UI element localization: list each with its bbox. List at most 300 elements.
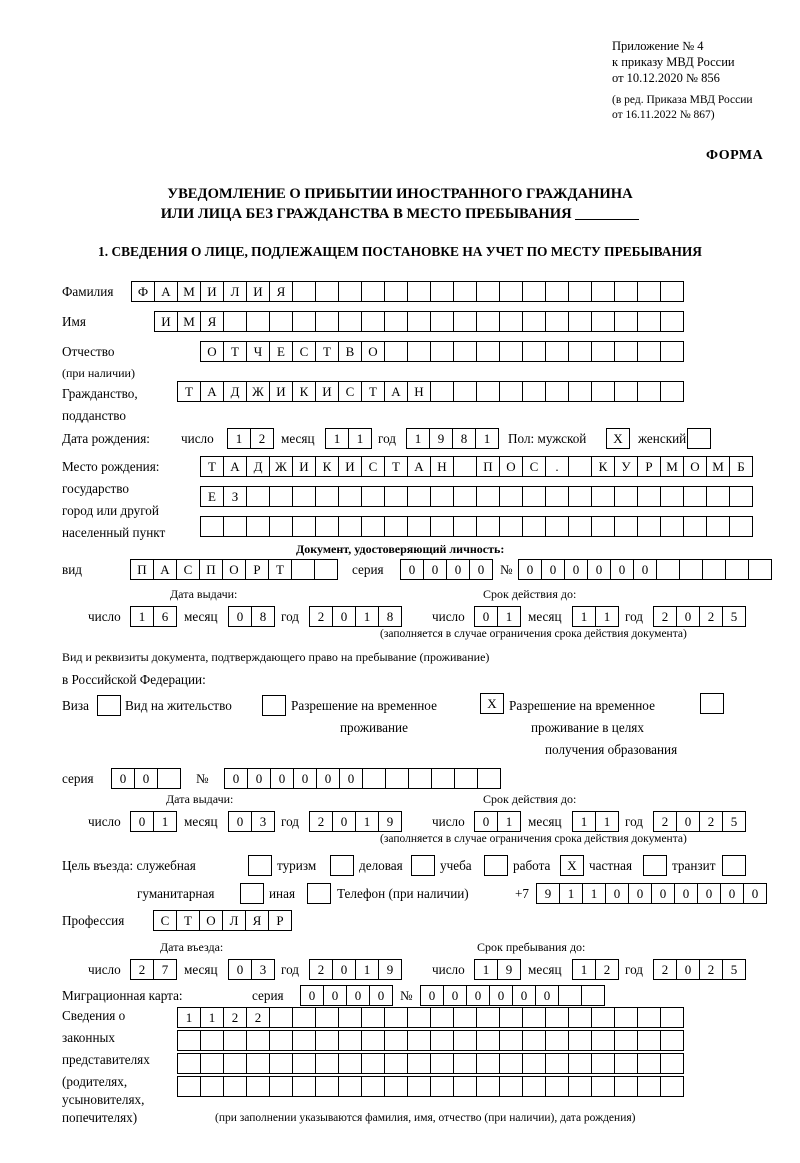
char-cell[interactable]: [362, 768, 386, 789]
char-cell[interactable]: [568, 516, 592, 537]
char-cell[interactable]: 1: [355, 606, 379, 627]
field-stay-year[interactable]: [653, 959, 745, 980]
char-cell[interactable]: [384, 486, 408, 507]
char-cell[interactable]: [454, 768, 478, 789]
char-cell[interactable]: [430, 486, 454, 507]
char-cell[interactable]: [660, 486, 684, 507]
char-cell[interactable]: [291, 559, 315, 580]
char-cell[interactable]: 1: [475, 428, 499, 449]
char-cell[interactable]: 2: [699, 959, 723, 980]
char-cell[interactable]: [246, 516, 270, 537]
char-cell[interactable]: [384, 1053, 408, 1074]
char-cell[interactable]: [223, 1030, 247, 1051]
char-cell[interactable]: [545, 1007, 569, 1028]
field-birth-place-row1[interactable]: [200, 456, 752, 477]
field-legal-rep-row-1[interactable]: [177, 1007, 683, 1028]
char-cell[interactable]: В: [338, 341, 362, 362]
char-cell[interactable]: З: [223, 486, 247, 507]
char-cell[interactable]: Л: [223, 281, 247, 302]
char-cell[interactable]: [430, 341, 454, 362]
char-cell[interactable]: Т: [176, 910, 200, 931]
char-cell[interactable]: [361, 1030, 385, 1051]
char-cell[interactable]: [407, 1007, 431, 1028]
char-cell[interactable]: [476, 1007, 500, 1028]
char-cell[interactable]: 2: [653, 959, 677, 980]
checkbox-temp-residence[interactable]: [480, 693, 504, 714]
checkbox-purpose-private[interactable]: [643, 855, 667, 876]
char-cell[interactable]: [407, 341, 431, 362]
char-cell[interactable]: 0: [466, 985, 490, 1006]
char-cell[interactable]: [522, 381, 546, 402]
checkbox-sex-male[interactable]: [606, 428, 630, 449]
char-cell[interactable]: [476, 341, 500, 362]
char-cell[interactable]: [407, 516, 431, 537]
char-cell[interactable]: [660, 341, 684, 362]
char-cell[interactable]: С: [522, 456, 546, 477]
char-cell[interactable]: 2: [699, 606, 723, 627]
char-cell[interactable]: 0: [423, 559, 447, 580]
char-cell[interactable]: 8: [378, 606, 402, 627]
char-cell[interactable]: Б: [729, 456, 753, 477]
char-cell[interactable]: [522, 1076, 546, 1097]
char-cell[interactable]: [177, 1030, 201, 1051]
field-stay-day[interactable]: [474, 959, 520, 980]
char-cell[interactable]: [407, 311, 431, 332]
field-entry-month[interactable]: [228, 959, 274, 980]
field-stay-series[interactable]: [111, 768, 180, 789]
field-legal-rep-row-3[interactable]: [177, 1053, 683, 1074]
char-cell[interactable]: 2: [309, 959, 333, 980]
char-cell[interactable]: 2: [309, 811, 333, 832]
char-cell[interactable]: [453, 1076, 477, 1097]
char-cell[interactable]: [545, 281, 569, 302]
char-cell[interactable]: [453, 341, 477, 362]
field-stay-issue-month[interactable]: [228, 811, 274, 832]
field-entry-year[interactable]: [309, 959, 401, 980]
char-cell[interactable]: 2: [653, 811, 677, 832]
char-cell[interactable]: [637, 1076, 661, 1097]
char-cell[interactable]: [430, 1030, 454, 1051]
char-cell[interactable]: [558, 985, 582, 1006]
char-cell[interactable]: [477, 768, 501, 789]
field-birth-year[interactable]: [406, 428, 498, 449]
char-cell[interactable]: [248, 855, 272, 876]
field-migration-series[interactable]: [300, 985, 392, 1006]
char-cell[interactable]: [292, 516, 316, 537]
char-cell[interactable]: [614, 486, 638, 507]
char-cell[interactable]: [545, 516, 569, 537]
char-cell[interactable]: 1: [355, 959, 379, 980]
char-cell[interactable]: [614, 311, 638, 332]
checkbox-residence-permit[interactable]: [262, 695, 286, 716]
field-doc-kind[interactable]: [130, 559, 337, 580]
char-cell[interactable]: 0: [339, 768, 363, 789]
char-cell[interactable]: 1: [497, 606, 521, 627]
char-cell[interactable]: 8: [251, 606, 275, 627]
char-cell[interactable]: 0: [224, 768, 248, 789]
char-cell[interactable]: К: [591, 456, 615, 477]
char-cell[interactable]: [545, 341, 569, 362]
checkbox-purpose-work[interactable]: [560, 855, 584, 876]
char-cell[interactable]: X: [606, 428, 630, 449]
char-cell[interactable]: 1: [582, 883, 606, 904]
field-doc-series[interactable]: [400, 559, 492, 580]
char-cell[interactable]: 0: [676, 811, 700, 832]
char-cell[interactable]: 1: [595, 811, 619, 832]
char-cell[interactable]: [307, 883, 331, 904]
char-cell[interactable]: X: [560, 855, 584, 876]
char-cell[interactable]: И: [154, 311, 178, 332]
char-cell[interactable]: 9: [429, 428, 453, 449]
char-cell[interactable]: [430, 1053, 454, 1074]
char-cell[interactable]: [476, 1030, 500, 1051]
field-stay-number[interactable]: [224, 768, 500, 789]
char-cell[interactable]: [568, 381, 592, 402]
char-cell[interactable]: [384, 516, 408, 537]
char-cell[interactable]: [97, 695, 121, 716]
char-cell[interactable]: [430, 311, 454, 332]
char-cell[interactable]: 7: [153, 959, 177, 980]
char-cell[interactable]: [431, 768, 455, 789]
field-stay-month[interactable]: [572, 959, 618, 980]
char-cell[interactable]: [568, 311, 592, 332]
field-birth-place-row3[interactable]: [200, 516, 752, 537]
field-birth-day[interactable]: [227, 428, 273, 449]
char-cell[interactable]: [614, 341, 638, 362]
char-cell[interactable]: 0: [420, 985, 444, 1006]
char-cell[interactable]: [453, 311, 477, 332]
char-cell[interactable]: 1: [130, 606, 154, 627]
char-cell[interactable]: М: [706, 456, 730, 477]
char-cell[interactable]: Ч: [246, 341, 270, 362]
char-cell[interactable]: Е: [269, 341, 293, 362]
char-cell[interactable]: 2: [130, 959, 154, 980]
char-cell[interactable]: [614, 1053, 638, 1074]
char-cell[interactable]: [338, 1053, 362, 1074]
char-cell[interactable]: 9: [378, 811, 402, 832]
checkbox-sex-female[interactable]: [687, 428, 711, 449]
char-cell[interactable]: Ф: [131, 281, 155, 302]
char-cell[interactable]: 1: [474, 959, 498, 980]
char-cell[interactable]: 3: [251, 959, 275, 980]
char-cell[interactable]: 1: [572, 811, 596, 832]
char-cell[interactable]: [453, 1053, 477, 1074]
char-cell[interactable]: [361, 1053, 385, 1074]
char-cell[interactable]: О: [499, 456, 523, 477]
char-cell[interactable]: [660, 1076, 684, 1097]
char-cell[interactable]: [643, 855, 667, 876]
char-cell[interactable]: [407, 1076, 431, 1097]
char-cell[interactable]: И: [338, 456, 362, 477]
field-doc-issue-year[interactable]: [309, 606, 401, 627]
char-cell[interactable]: [177, 1053, 201, 1074]
char-cell[interactable]: [292, 1007, 316, 1028]
char-cell[interactable]: 0: [332, 606, 356, 627]
field-phone[interactable]: [536, 883, 766, 904]
char-cell[interactable]: И: [269, 381, 293, 402]
char-cell[interactable]: 0: [369, 985, 393, 1006]
char-cell[interactable]: 0: [228, 606, 252, 627]
char-cell[interactable]: Я: [269, 281, 293, 302]
checkbox-purpose-transit[interactable]: [722, 855, 746, 876]
char-cell[interactable]: [269, 1007, 293, 1028]
char-cell[interactable]: [361, 1076, 385, 1097]
char-cell[interactable]: [660, 311, 684, 332]
char-cell[interactable]: [292, 1053, 316, 1074]
char-cell[interactable]: Н: [430, 456, 454, 477]
checkbox-purpose-tourism[interactable]: [330, 855, 354, 876]
char-cell[interactable]: [361, 311, 385, 332]
char-cell[interactable]: [522, 486, 546, 507]
char-cell[interactable]: 0: [512, 985, 536, 1006]
char-cell[interactable]: [269, 311, 293, 332]
char-cell[interactable]: [683, 486, 707, 507]
char-cell[interactable]: У: [614, 456, 638, 477]
char-cell[interactable]: О: [222, 559, 246, 580]
char-cell[interactable]: [407, 281, 431, 302]
char-cell[interactable]: [246, 1030, 270, 1051]
field-doc-valid-day[interactable]: [474, 606, 520, 627]
char-cell[interactable]: Т: [315, 341, 339, 362]
char-cell[interactable]: [660, 1053, 684, 1074]
char-cell[interactable]: [637, 516, 661, 537]
char-cell[interactable]: [315, 516, 339, 537]
char-cell[interactable]: [338, 516, 362, 537]
char-cell[interactable]: [637, 1053, 661, 1074]
char-cell[interactable]: 0: [247, 768, 271, 789]
char-cell[interactable]: А: [384, 381, 408, 402]
char-cell[interactable]: [476, 516, 500, 537]
char-cell[interactable]: [384, 311, 408, 332]
char-cell[interactable]: 0: [743, 883, 767, 904]
char-cell[interactable]: 9: [497, 959, 521, 980]
char-cell[interactable]: 0: [489, 985, 513, 1006]
char-cell[interactable]: [522, 281, 546, 302]
char-cell[interactable]: 8: [452, 428, 476, 449]
char-cell[interactable]: 0: [270, 768, 294, 789]
char-cell[interactable]: 0: [300, 985, 324, 1006]
char-cell[interactable]: [453, 281, 477, 302]
char-cell[interactable]: [269, 1053, 293, 1074]
char-cell[interactable]: П: [199, 559, 223, 580]
char-cell[interactable]: 9: [378, 959, 402, 980]
field-doc-valid-year[interactable]: [653, 606, 745, 627]
char-cell[interactable]: [384, 281, 408, 302]
char-cell[interactable]: [679, 559, 703, 580]
char-cell[interactable]: [591, 1007, 615, 1028]
char-cell[interactable]: [315, 1007, 339, 1028]
char-cell[interactable]: [687, 428, 711, 449]
char-cell[interactable]: [499, 1007, 523, 1028]
char-cell[interactable]: М: [177, 281, 201, 302]
field-doc-number[interactable]: [518, 559, 771, 580]
char-cell[interactable]: [338, 1076, 362, 1097]
char-cell[interactable]: 0: [111, 768, 135, 789]
char-cell[interactable]: [315, 281, 339, 302]
checkbox-visa[interactable]: [97, 695, 121, 716]
char-cell[interactable]: [581, 985, 605, 1006]
char-cell[interactable]: О: [361, 341, 385, 362]
char-cell[interactable]: 0: [293, 768, 317, 789]
char-cell[interactable]: [223, 516, 247, 537]
char-cell[interactable]: [177, 1076, 201, 1097]
char-cell[interactable]: 6: [153, 606, 177, 627]
char-cell[interactable]: [700, 693, 724, 714]
char-cell[interactable]: [660, 1007, 684, 1028]
char-cell[interactable]: Л: [222, 910, 246, 931]
char-cell[interactable]: [591, 516, 615, 537]
char-cell[interactable]: Т: [384, 456, 408, 477]
char-cell[interactable]: 2: [595, 959, 619, 980]
char-cell[interactable]: [430, 1007, 454, 1028]
char-cell[interactable]: 1: [572, 959, 596, 980]
char-cell[interactable]: [384, 1030, 408, 1051]
field-patronymic[interactable]: [200, 341, 683, 362]
char-cell[interactable]: 1: [153, 811, 177, 832]
char-cell[interactable]: [269, 516, 293, 537]
char-cell[interactable]: Т: [361, 381, 385, 402]
char-cell[interactable]: [656, 559, 680, 580]
char-cell[interactable]: [330, 855, 354, 876]
char-cell[interactable]: 0: [474, 811, 498, 832]
char-cell[interactable]: 0: [130, 811, 154, 832]
char-cell[interactable]: 0: [720, 883, 744, 904]
char-cell[interactable]: 1: [572, 606, 596, 627]
char-cell[interactable]: Т: [200, 456, 224, 477]
char-cell[interactable]: [338, 1007, 362, 1028]
char-cell[interactable]: 5: [722, 959, 746, 980]
char-cell[interactable]: [722, 855, 746, 876]
char-cell[interactable]: 2: [653, 606, 677, 627]
field-surname[interactable]: [131, 281, 683, 302]
char-cell[interactable]: [545, 381, 569, 402]
char-cell[interactable]: П: [130, 559, 154, 580]
char-cell[interactable]: [568, 456, 592, 477]
char-cell[interactable]: [637, 341, 661, 362]
char-cell[interactable]: [361, 486, 385, 507]
char-cell[interactable]: Н: [407, 381, 431, 402]
char-cell[interactable]: [706, 516, 730, 537]
char-cell[interactable]: А: [223, 456, 247, 477]
char-cell[interactable]: [223, 1076, 247, 1097]
char-cell[interactable]: [545, 1030, 569, 1051]
char-cell[interactable]: 2: [699, 811, 723, 832]
char-cell[interactable]: [338, 486, 362, 507]
char-cell[interactable]: [292, 486, 316, 507]
char-cell[interactable]: А: [153, 559, 177, 580]
char-cell[interactable]: 2: [309, 606, 333, 627]
char-cell[interactable]: 0: [228, 811, 252, 832]
char-cell[interactable]: [637, 381, 661, 402]
char-cell[interactable]: [430, 1076, 454, 1097]
char-cell[interactable]: [660, 381, 684, 402]
char-cell[interactable]: Т: [177, 381, 201, 402]
char-cell[interactable]: [499, 341, 523, 362]
char-cell[interactable]: [660, 281, 684, 302]
char-cell[interactable]: 0: [443, 985, 467, 1006]
char-cell[interactable]: [292, 281, 316, 302]
char-cell[interactable]: [384, 1007, 408, 1028]
char-cell[interactable]: [476, 486, 500, 507]
char-cell[interactable]: [702, 559, 726, 580]
char-cell[interactable]: 0: [697, 883, 721, 904]
char-cell[interactable]: М: [660, 456, 684, 477]
char-cell[interactable]: 0: [535, 985, 559, 1006]
char-cell[interactable]: О: [199, 910, 223, 931]
char-cell[interactable]: [568, 1053, 592, 1074]
char-cell[interactable]: Р: [637, 456, 661, 477]
char-cell[interactable]: [499, 281, 523, 302]
char-cell[interactable]: М: [177, 311, 201, 332]
char-cell[interactable]: 0: [323, 985, 347, 1006]
field-birth-place-row2[interactable]: [200, 486, 752, 507]
char-cell[interactable]: И: [315, 381, 339, 402]
char-cell[interactable]: 1: [177, 1007, 201, 1028]
char-cell[interactable]: [522, 311, 546, 332]
char-cell[interactable]: [200, 1053, 224, 1074]
field-stay-valid-day[interactable]: [474, 811, 520, 832]
char-cell[interactable]: 1: [355, 811, 379, 832]
char-cell[interactable]: [522, 516, 546, 537]
char-cell[interactable]: 0: [518, 559, 542, 580]
char-cell[interactable]: [614, 381, 638, 402]
char-cell[interactable]: Д: [223, 381, 247, 402]
checkbox-purpose-humanitarian[interactable]: [240, 883, 264, 904]
char-cell[interactable]: 1: [595, 606, 619, 627]
char-cell[interactable]: [545, 1076, 569, 1097]
char-cell[interactable]: 0: [587, 559, 611, 580]
char-cell[interactable]: О: [683, 456, 707, 477]
char-cell[interactable]: [499, 1053, 523, 1074]
char-cell[interactable]: К: [292, 381, 316, 402]
char-cell[interactable]: [240, 883, 264, 904]
char-cell[interactable]: [453, 486, 477, 507]
char-cell[interactable]: Р: [245, 559, 269, 580]
char-cell[interactable]: [315, 1030, 339, 1051]
char-cell[interactable]: [748, 559, 772, 580]
char-cell[interactable]: [637, 311, 661, 332]
char-cell[interactable]: [246, 1076, 270, 1097]
char-cell[interactable]: 1: [497, 811, 521, 832]
char-cell[interactable]: 3: [251, 811, 275, 832]
char-cell[interactable]: [453, 381, 477, 402]
char-cell[interactable]: Ж: [269, 456, 293, 477]
field-migration-number[interactable]: [420, 985, 604, 1006]
char-cell[interactable]: П: [476, 456, 500, 477]
char-cell[interactable]: [453, 1007, 477, 1028]
char-cell[interactable]: [522, 1030, 546, 1051]
char-cell[interactable]: [223, 311, 247, 332]
char-cell[interactable]: [246, 1053, 270, 1074]
char-cell[interactable]: [591, 311, 615, 332]
char-cell[interactable]: [338, 311, 362, 332]
char-cell[interactable]: 0: [676, 606, 700, 627]
char-cell[interactable]: [614, 516, 638, 537]
checkbox-purpose-study[interactable]: [484, 855, 508, 876]
char-cell[interactable]: [200, 516, 224, 537]
char-cell[interactable]: Т: [268, 559, 292, 580]
char-cell[interactable]: 9: [536, 883, 560, 904]
char-cell[interactable]: Д: [246, 456, 270, 477]
char-cell[interactable]: 0: [400, 559, 424, 580]
char-cell[interactable]: [522, 341, 546, 362]
field-profession[interactable]: [153, 910, 291, 931]
char-cell[interactable]: [453, 516, 477, 537]
field-doc-valid-month[interactable]: [572, 606, 618, 627]
char-cell[interactable]: [568, 1076, 592, 1097]
field-entry-day[interactable]: [130, 959, 176, 980]
char-cell[interactable]: А: [200, 381, 224, 402]
